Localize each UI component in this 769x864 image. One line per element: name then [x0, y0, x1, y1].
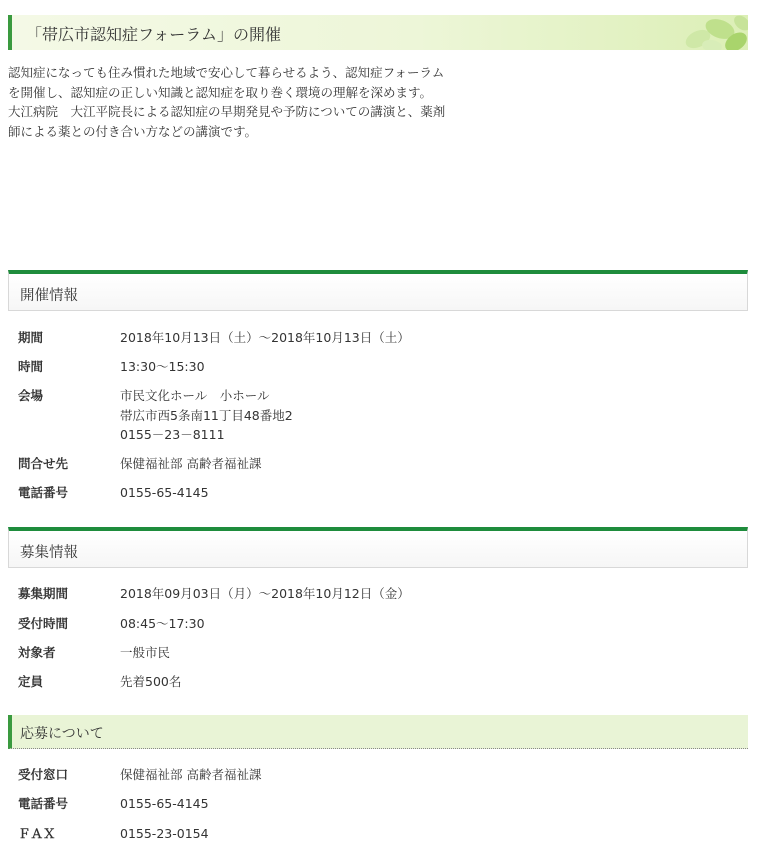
event-info-heading: [8, 270, 748, 311]
info-label: 期間: [18, 330, 44, 345]
info-label: 会場: [18, 388, 44, 403]
info-label: 電話番号: [18, 485, 69, 500]
intro-line: 師による薬との付き合い方などの講演です。: [8, 123, 258, 139]
intro-line: 認知症になっても住み慣れた地域で安心して暮らせるよう、認知症フォーラム: [8, 65, 445, 80]
apply-heading-text: 応募について: [20, 726, 104, 742]
info-value: [120, 386, 293, 445]
venue-address: 帯広市西5条南11丁目48番地2: [120, 407, 293, 423]
apply-value: 保健福祉部 高齢者福祉課: [120, 767, 262, 782]
intro-line: を開催し、認知症の正しい知識と認知症を取り巻く環境の理解を深めます。: [8, 84, 433, 100]
info-value: 13:30～15:30: [120, 359, 205, 374]
recruit-label: 対象者: [18, 645, 56, 660]
leaf-decoration-icon: [668, 15, 748, 50]
apply-value: 0155-65-4145: [120, 796, 209, 811]
intro-line: 大江病院 大江平院長による認知症の早期発見や予防についての講演と、薬剤: [8, 104, 446, 119]
apply-label: 電話番号: [18, 796, 69, 811]
apply-heading: [8, 715, 748, 749]
recruit-label: 受付時間: [18, 616, 69, 631]
info-label: 問合せ先: [18, 456, 69, 471]
recruit-value: 一般市民: [120, 645, 171, 660]
recruit-info-heading-text: 募集情報: [20, 545, 78, 561]
recruit-value: 08:45～17:30: [120, 616, 205, 631]
page-title-bar: [8, 15, 748, 50]
venue-name: 市民文化ホール 小ホール: [120, 388, 270, 403]
recruit-label: 定員: [18, 674, 44, 689]
venue-phone: 0155－23－8111: [120, 427, 225, 442]
event-info-heading-text: 開催情報: [20, 288, 78, 304]
recruit-value: 先着500名: [120, 674, 182, 689]
info-label: 時間: [18, 359, 44, 374]
info-value: 2018年10月13日（土）～2018年10月13日（土）: [120, 330, 410, 345]
info-value: 0155-65-4145: [120, 485, 209, 500]
info-value: 保健福祉部 高齢者福祉課: [120, 456, 262, 471]
apply-label: 受付窓口: [18, 767, 69, 782]
apply-value: 0155-23-0154: [120, 826, 209, 841]
apply-label: ＦＡＸ: [18, 826, 56, 841]
recruit-value: 2018年09月03日（月）～2018年10月12日（金）: [120, 586, 410, 601]
page-title: 「帯広市認知症フォーラム」の開催: [26, 25, 282, 44]
recruit-info-heading: [8, 527, 748, 568]
recruit-label: 募集期間: [18, 586, 69, 601]
intro-text: [8, 63, 478, 141]
